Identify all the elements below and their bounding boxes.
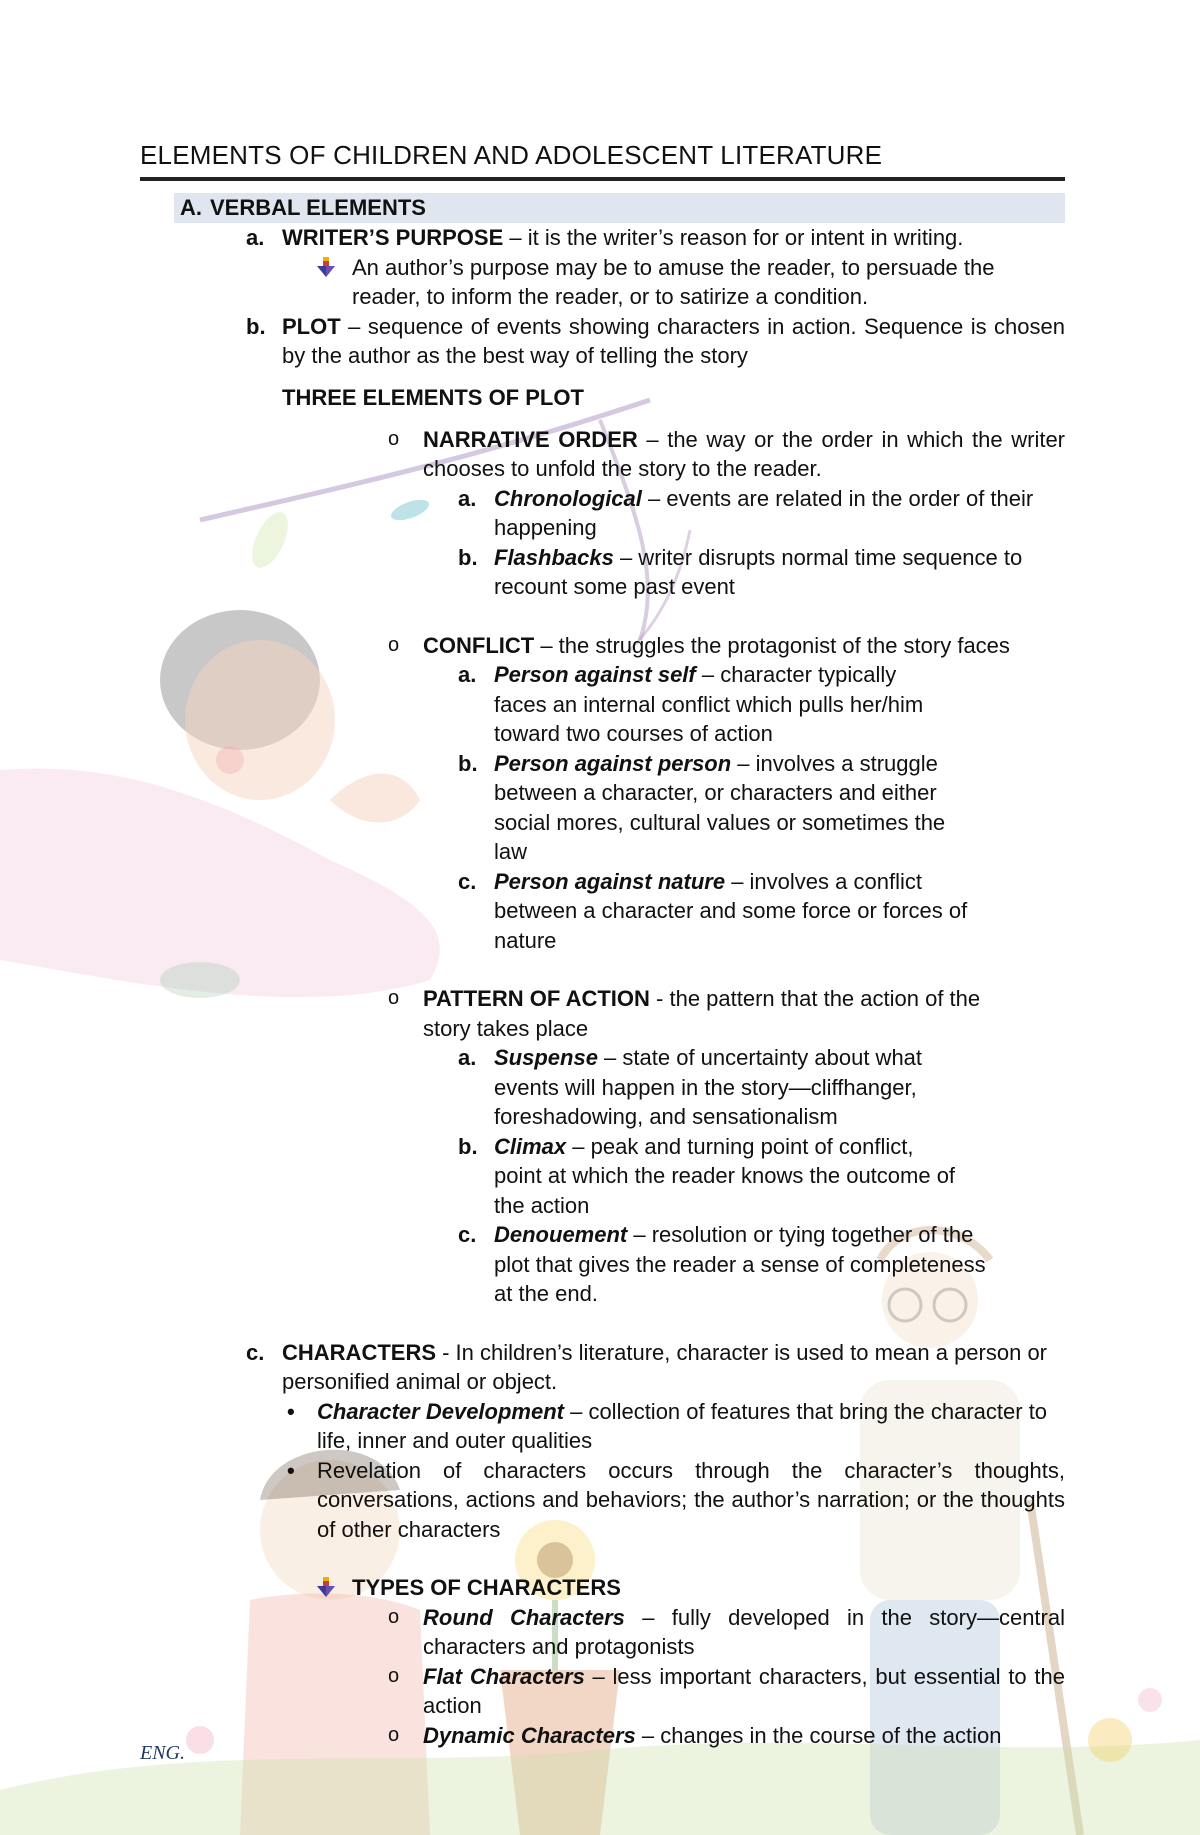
list-marker: c. [458, 1222, 477, 1247]
list-marker: a. [246, 225, 265, 250]
document-title: ELEMENTS OF CHILDREN AND ADOLESCENT LITERATURE [140, 140, 1065, 181]
term: Chronological [494, 485, 642, 511]
term: Flat Characters [423, 1663, 585, 1689]
list-item [388, 1603, 1065, 1662]
definition: – fully developed in the story—central characters and protagonists [423, 1604, 1065, 1659]
term: CHARACTERS [282, 1339, 436, 1365]
footer-label: ENG. [140, 1742, 185, 1764]
hollow-circle-bullet: o [388, 427, 400, 450]
hollow-circle-bullet: o [388, 633, 400, 656]
list-marker: c. [246, 1339, 265, 1365]
definition: – character typically faces an internal conflict which pulls her/him toward two courses of action [494, 662, 924, 746]
definition: – peak and turning point of conflict, point at which the reader knows the outcome of the action [494, 1133, 956, 1218]
term: NARRATIVE ORDER [423, 426, 638, 452]
definition: – less important characters, but essential to the action [423, 1663, 1065, 1718]
definition: – sequence of events showing characters in action. Sequence is chosen by the author as the best way of telling the story [282, 313, 1065, 368]
list-item [458, 1043, 974, 1132]
section-label: A. [180, 195, 202, 220]
note-author-purpose [352, 253, 1065, 312]
definition: – it is the writer’s reason for or intent in writing. [503, 225, 964, 250]
term: Flashbacks [494, 544, 614, 570]
down-arrow-icon [316, 256, 336, 286]
term: Round Characters [423, 1604, 625, 1630]
hollow-circle-bullet: o [388, 1664, 400, 1687]
term: Person against person [494, 750, 732, 776]
list-marker: b. [246, 313, 266, 339]
filled-dot-bullet: • [287, 1398, 295, 1424]
definition: Revelation of characters occurs through the character’s thoughts, conversations, actions and behaviors; the author’s narration; or the thoughts of other characters [317, 1457, 1065, 1542]
term: Denouement [494, 1222, 628, 1247]
list-item [458, 484, 1065, 543]
definition: – changes in the course of the action [635, 1722, 1002, 1748]
heading-text: TYPES OF CHARACTERS [352, 1575, 621, 1600]
term: Suspense [494, 1045, 598, 1070]
list-item [458, 660, 954, 749]
definition: – collection of features that bring the character to life, inner and outer qualities [317, 1398, 1048, 1453]
list-marker: a. [458, 1045, 477, 1070]
section-heading [174, 193, 1065, 223]
list-item [388, 1662, 1065, 1721]
list-item [458, 1132, 964, 1221]
term: Dynamic Characters [423, 1722, 636, 1748]
item-pattern-of-action [388, 984, 993, 1043]
list-marker: b. [458, 1133, 478, 1159]
definition: - the pattern that the action of the story takes place [423, 986, 981, 1041]
term: Person against self [494, 662, 696, 687]
definition: – involves a conflict between a character and some force or forces of nature [494, 868, 968, 953]
section-text: VERBAL ELEMENTS [210, 195, 426, 220]
term: WRITER’S PURPOSE [282, 225, 504, 250]
plot-subheading: THREE ELEMENTS OF PLOT [282, 384, 584, 410]
list-item [388, 1721, 1065, 1751]
definition: – writer disrupts normal time sequence to recount some past event [494, 544, 1023, 599]
term: PLOT [282, 313, 341, 339]
list-marker: c. [458, 868, 477, 894]
hollow-circle-bullet: o [388, 987, 400, 1009]
list-item [458, 1220, 994, 1309]
list-marker: b. [458, 544, 478, 570]
list-item [458, 749, 984, 867]
hollow-circle-bullet: o [388, 1723, 400, 1746]
document-page [140, 140, 1065, 1750]
definition: – state of uncertainty about what events will happen in the story—cliffhanger, foreshadowing, and sensationalism [494, 1045, 923, 1129]
term: Climax [494, 1133, 567, 1159]
list-item [458, 867, 994, 956]
note-text: An author’s purpose may be to amuse the reader, to persuade the reader, to inform the reader, or to satirize a condition. [352, 254, 995, 309]
term: Character Development [317, 1398, 564, 1424]
definition: – resolution or tying together of the plot that gives the reader a sense of completeness at the end. [494, 1222, 986, 1306]
hollow-circle-bullet: o [388, 1605, 400, 1628]
item-characters [246, 1338, 1065, 1397]
term: Person against nature [494, 868, 726, 894]
filled-dot-bullet: • [287, 1457, 295, 1483]
definition: – events are related in the order of their happening [494, 485, 1034, 540]
list-item [458, 543, 1065, 602]
term: CONFLICT [423, 632, 535, 658]
item-plot [246, 312, 1065, 371]
types-of-characters-heading [352, 1573, 1065, 1603]
list-item [287, 1456, 1065, 1545]
list-item [287, 1397, 1065, 1456]
list-marker: a. [458, 662, 477, 687]
item-narrative-order [388, 425, 1066, 484]
item-conflict [388, 631, 1065, 661]
definition: – the struggles the protagonist of the story faces [534, 632, 1010, 658]
item-writers-purpose [246, 223, 1065, 253]
definition: – the way or the order in which the writer chooses to unfold the story to the reader. [423, 426, 1066, 481]
list-marker: b. [458, 750, 478, 776]
term: PATTERN OF ACTION [423, 986, 650, 1011]
down-arrow-icon [316, 1576, 336, 1606]
definition: – involves a struggle between a character, or characters and either social mores, cultural values or sometimes the law [494, 750, 946, 864]
definition: - In children’s literature, character is used to mean a person or personified animal or object. [282, 1339, 1048, 1394]
list-marker: a. [458, 485, 477, 511]
